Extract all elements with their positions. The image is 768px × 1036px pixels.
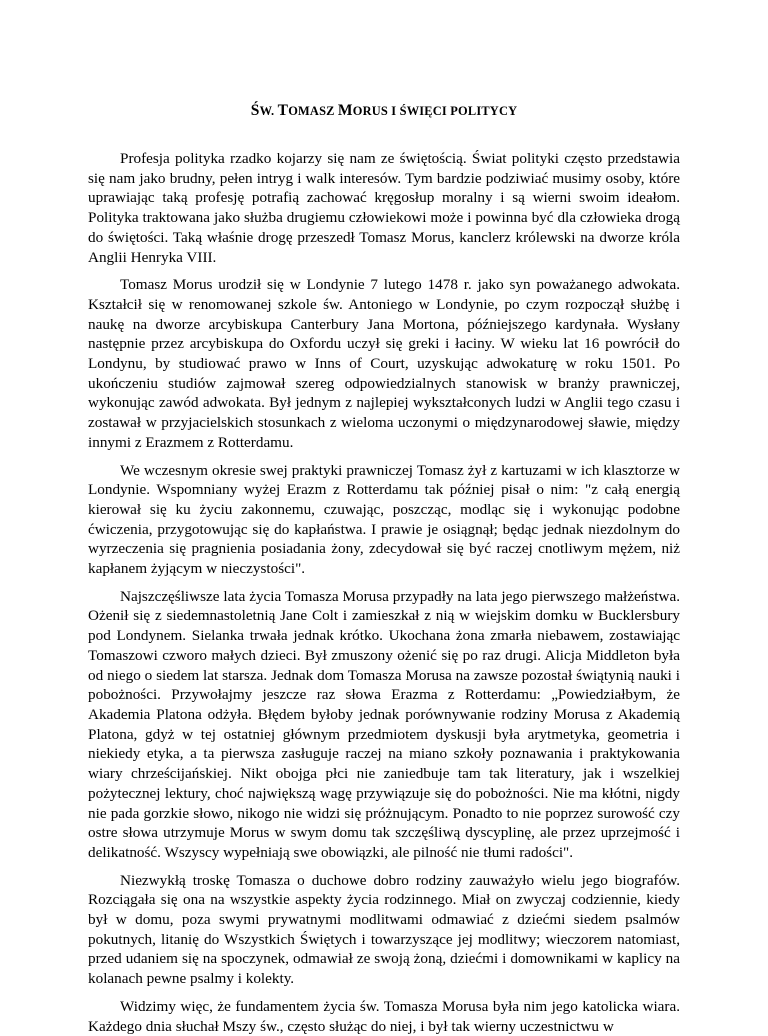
- title-part: M: [337, 102, 353, 119]
- title-part: W.: [259, 104, 278, 118]
- title-part: T: [277, 102, 289, 119]
- paragraph: Profesja polityka rzadko kojarzy się nam ze świętością. Świat polityki często przedstawia się nam jako brudny, pełen intryg i walk interesów. Tym bardzie podziwiać musimy osoby, które uprawiając taką profesję potrafią zachować kręgosłup moralny i są wierni swoim ideałom. Polityka traktowana jako służba drugiemu człowiekowi może i powinna być dla człowieka drogą do świętości. Taką właśnie drogę przeszedł Tomasz Morus, kanclerz królewski na dworze króla Anglii Henryka VIII.: [88, 150, 680, 266]
- paragraph: Tomasz Morus urodził się w Londynie 7 lutego 1478 r. jako syn poważanego adwokata. Kształcił się w renomowanej szkole św. Antoniego w Londynie, po czym rozpoczął służbę i naukę na dworze arcybiskupa Canterbury Jana Mortona, późniejszego kardynała. Wysłany następnie przez arcybiskupa do Oxfordu uczył się greki i łaciny. W wieku lat 16 powrócił do Londynu, by studiować prawo w Inns of Court, uzyskując adwokaturę w roku 1501. Po ukończeniu studiów zajmował szereg odpowiedzialnych stanowisk w branży prawniczej, wykonując zawód adwokata. Był jednym z najlepiej wykształconych ludzi w Anglii tego czasu i zostawał w przyjacielskich stosunkach z wieloma uczonymi o międzynarodowej sławie, między innymi z Erazmem z Rotterdamu.: [88, 276, 680, 451]
- document-title: [88, 101, 680, 121]
- paragraph: Widzimy więc, że fundamentem życia św. Tomasza Morusa była nim jego katolicka wiara. Każdego dnia słuchał Mszy św., często służąc do niej, i był tak wierny uczestnictwu w: [88, 997, 680, 1035]
- title-part: ORUS I ŚWIĘCI POLITYCY: [352, 104, 518, 118]
- document-page: [88, 0, 680, 1035]
- title-part: Ś: [250, 102, 260, 119]
- body-text: [88, 149, 680, 1036]
- paragraph: Najszczęśliwsze lata życia Tomasza Morusa przypadły na lata jego pierwszego małżeństwa. Ożenił się z siedemnastoletnią Jane Colt i zamieszkał z nią w wiejskim domku w Bucklersbury pod Londynem. Sielanka trwała jednak krótko. Ukochana żona zmarła niebawem, zostawiając Tomaszowi czworo małych dzieci. Był zmuszony ożenić się po raz drugi. Alicja Middleton była od niego o siedem lat starsza. Jednak dom Tomasza Morusa na zawsze pozostał świątynią nauki i pobożności. Przywołajmy jeszcze raz słowa Erazma z Rotterdamu: „Powiedziałbym, że Akademia Platona odżyła. Błędem byłoby jednak porównywanie rodziny Morusa z Akademią Platona, gdyż w tej ostatniej głównym przedmiotem dyskusji była arytmetyka, geometria i niekiedy etyka, a ta pierwsza zasługuje raczej na miano szkoły poznawania i praktykowania wiary chrześcijańskiej. Nikt obojga płci nie zaniedbuje tam tak literatury, jak i wszelkiej pożytecznej lektury, choć największą wagę przywiązuje się do pobożności. Nie ma kłótni, nigdy nie pada gorzkie słowo, nikogo nie widzi się próżnującym. Ponadto to nie poprzez surowość czy ostre słowa utrzymuje Morus w swym domu tak szczęśliwą dyscyplinę, ale przez uprzejmość i delikatność. Wszyscy wypełniają swe obowiązki, ale pilność nie tłumi radości".: [88, 587, 680, 861]
- paragraph: We wczesnym okresie swej praktyki prawniczej Tomasz żył z kartuzami w ich klasztorze w Londynie. Wspomniany wyżej Erazm z Rotterdamu tak później pisał o nim: "z całą energią kierował się ku życiu zakonnemu, czuwając, poszcząc, modląc się i wykonując podobne ćwiczenia, przygotowując się do kapłaństwa. I prawie je osiągnął; będąc jednak niezdolnym do wyrzeczenia się pragnienia posiadania żony, zdecydował się być raczej cnotliwym mężem, niż kapłanem żyjącym w nieczystości".: [88, 461, 680, 578]
- paragraph: Niezwykłą troskę Tomasza o duchowe dobro rodziny zauważyło wielu jego biografów. Rozciągała się ona na wszystkie aspekty życia rodzinnego. Miał on zwyczaj codziennie, kiedy był w domu, poza swymi prywatnymi modlitwami odmawiać z dziećmi siedem psalmów pokutnych, litanię do Wszystkich Świętych i towarzyszące jej modlitwy; wieczorem natomiast, przed udaniem się na spoczynek, odmawiał ze swoją żoną, dziećmi i domownikami w kaplicy na kolanach pewne psalmy i kolekty.: [88, 871, 680, 988]
- title-part: OMASZ: [288, 104, 338, 118]
